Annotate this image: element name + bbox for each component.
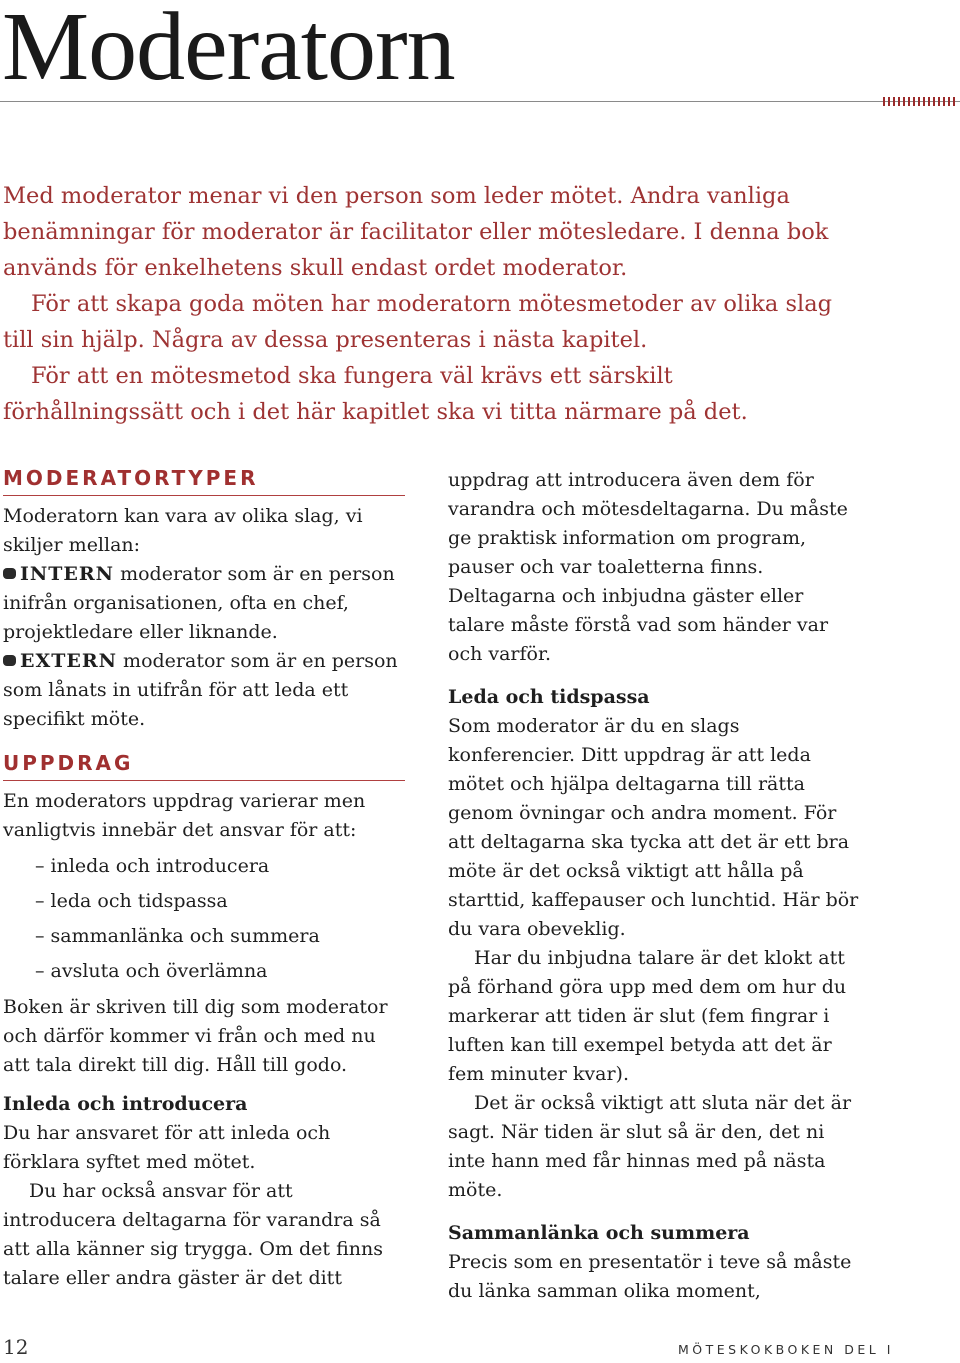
moderatortyper-intro: Moderatorn kan vara av olika slag, vi skiljer mellan:: [3, 505, 363, 556]
title-rule: [0, 101, 960, 102]
inleda-paragraph-1: Du har ansvaret för att inleda och förklara syftet med mötet.: [3, 1122, 331, 1173]
intro-paragraph-1: Med moderator menar vi den person som leder mötet. Andra vanliga benämningar för moderator är facilitator eller mötesledare. I denna bok används för enkelhetens skull endast ordet moderator.: [3, 183, 829, 281]
subheading-inleda: Inleda och introducera: [3, 1093, 248, 1115]
extern-term: EXTERN: [20, 650, 118, 672]
samman-paragraph-1: Precis som en presentatör i teve så måste du länka samman olika moment,: [448, 1251, 852, 1302]
extern-item: [3, 647, 408, 734]
subheading-samman: Sammanlänka och summera: [448, 1222, 750, 1244]
intern-item: [3, 560, 408, 647]
bullet-icon: [3, 655, 16, 666]
uppdrag-intro: En moderators uppdrag varierar men vanligtvis innebär det ansvar för att:: [3, 790, 366, 841]
uppdrag-outro: Boken är skriven till dig som moderator och därför kommer vi från och med nu att tala direkt till dig. Håll till godo.: [3, 996, 388, 1076]
subheading-leda: Leda och tidspassa: [448, 686, 650, 708]
bullet-icon: [3, 568, 16, 579]
section-rule: [3, 780, 405, 781]
section-rule: [3, 495, 405, 496]
list-item: – sammanlänka och summera: [35, 925, 320, 947]
intern-text: moderator som är en person inifrån organisationen, ofta en chef, projektledare eller liknande.: [3, 563, 395, 643]
section-heading-uppdrag: UPPDRAG: [3, 751, 134, 775]
extern-text: moderator som är en person som lånats in utifrån för att leda ett specifikt möte.: [3, 650, 398, 730]
right-column: [448, 466, 863, 1306]
intro-paragraph-2: För att skapa goda möten har moderatorn mötesmetoder av olika slag till sin hjälp. Några av dessa presenteras i nästa kapitel.: [3, 291, 833, 353]
intro-text: [3, 178, 853, 430]
list-item: – avsluta och överlämna: [35, 960, 268, 982]
list-item: – inleda och introducera: [35, 855, 270, 877]
leda-paragraph-3: Det är också viktigt att sluta när det är sagt. När tiden är slut så är den, det ni inte hann med får hinnas med på nästa möte.: [448, 1092, 852, 1201]
uppdrag-list: [3, 849, 408, 989]
page-number: 12: [3, 1335, 29, 1359]
leda-paragraph-1: Som moderator är du en slags konferencier. Ditt uppdrag är att leda mötet och hjälpa deltagarna till rätta genom övningar och andra moment. För att deltagarna ska tycka att det är ett bra möte är det också viktigt att hålla på starttid, kaffepauser och lunchtid. Här bör du vara obeveklig.: [448, 715, 859, 940]
page-title: Moderatorn: [2, 0, 455, 101]
list-item: – leda och tidspassa: [35, 890, 228, 912]
intern-term: INTERN: [20, 563, 115, 585]
left-column: [3, 463, 408, 1293]
intro-paragraph-3: För att en mötesmetod ska fungera väl krävs ett särskilt förhållningssätt och i det här kapitlet ska vi titta närmare på det.: [3, 363, 748, 425]
decorative-hatch: [883, 97, 955, 106]
continued-paragraph: uppdrag att introducera även dem för varandra och mötesdeltagarna. Du måste ge praktisk information om program, pauser och var toaletterna finns. Deltagarna och inbjudna gäster eller talare måste förstå vad som händer var och varför.: [448, 469, 848, 665]
running-footer: MÖTESKOKBOKEN DEL I: [678, 1342, 894, 1357]
inleda-paragraph-2: Du har också ansvar för att introducera deltagarna för varandra så att alla känner sig trygga. Om det finns talare eller andra gäster är det ditt: [3, 1180, 383, 1289]
section-heading-moderatortyper: MODERATORTYPER: [3, 466, 259, 490]
leda-paragraph-2: Har du inbjudna talare är det klokt att på förhand göra upp med dem om hur du markerar att tiden är slut (fem fingrar i luften kan till exempel betyda att det är fem minuter kvar).: [448, 947, 847, 1085]
